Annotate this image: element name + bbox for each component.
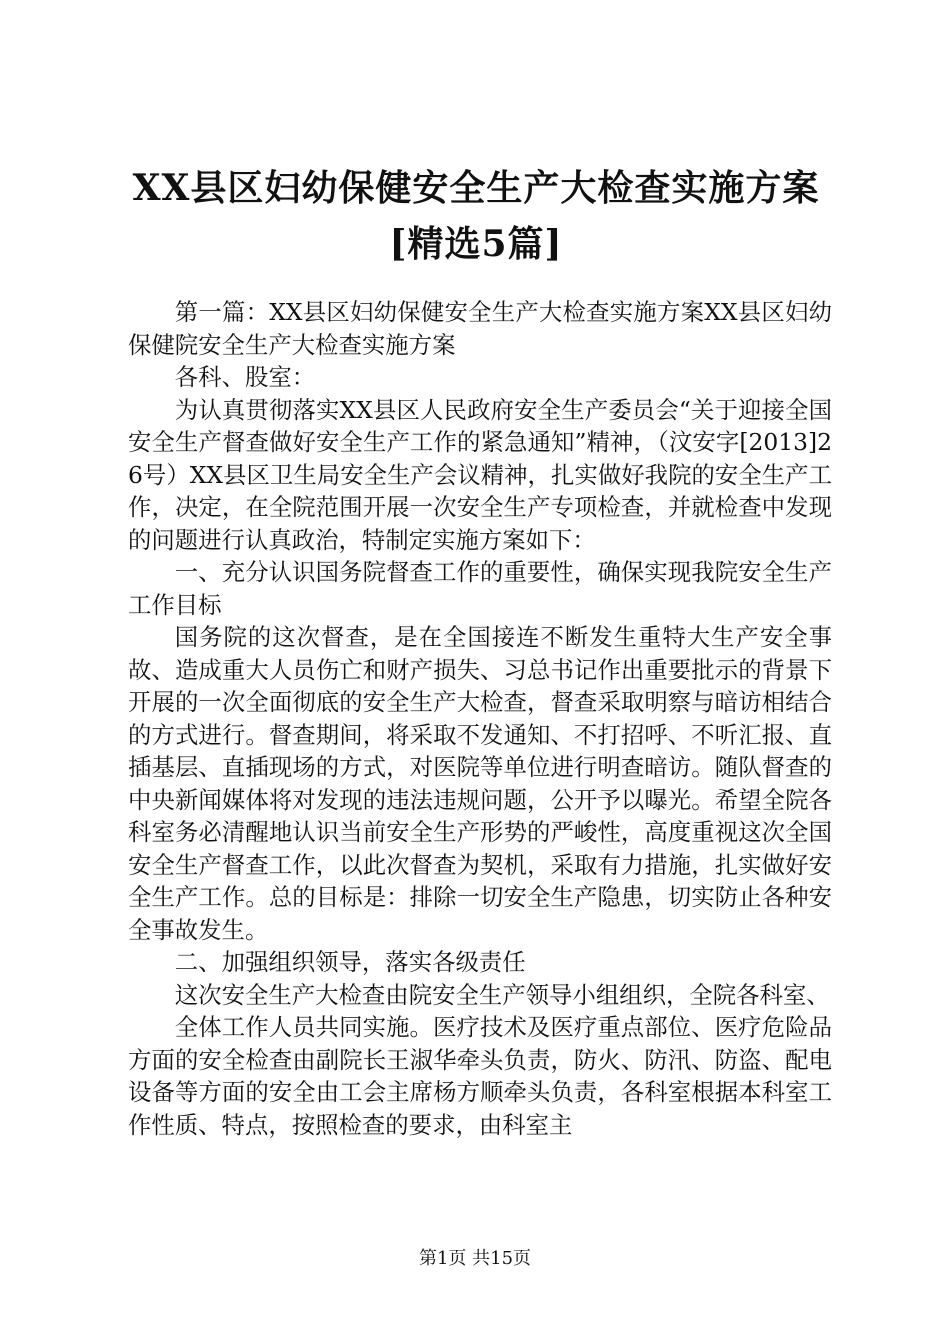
document-body [128,296,832,1141]
paragraph-4: 一、充分认识国务院督查工作的重要性，确保实现我院安全生产工作目标 [128,558,832,619]
paragraph-7: 这次安全生产大检查由院安全生产领导小组组织，全院各科室、 [174,980,830,1009]
paragraph-5: 国务院的这次督查，是在全国接连不断发生重特大生产安全事故、造成重大人员伤亡和财产损失、习总书记作出重要批示的背景下开展的一次全面彻底的安全生产大检查，督查采取明察与暗访相结合的方式进行。督查期间，将采取不发通知、不打招呼、不听汇报、直插基层、直插现场的方式，对医院等单位进行明查暗访。随队督查的中央新闻媒体将对发现的违法违规问题，公开予以曝光。希望全院各科室务必清醒地认识当前安全生产形势的严峻性，高度重视这次全国安全生产督查工作，以此次督查为契机，采取有力措施，扎实做好安全生产工作。总的目标是：排除一切安全生产隐患，切实防止各种安全事故发生。 [128,623,832,944]
document-title: XX县区妇幼保健安全生产大检查实施方案[精选5篇] [132,167,820,265]
page-indicator: 第1页 共15页 [418,1248,532,1269]
paragraph-8: 全体工作人员共同实施。医疗技术及医疗重点部位、医疗危险品方面的安全检查由副院长王淑华牵头负责，防火、防汛、防盗、配电设备等方面的安全由工会主席杨方顺牵头负责，各科室根据本科室工作性质、特点，按照检查的要求，由科室主 [128,1013,832,1139]
paragraph-3: 为认真贯彻落实XX县区人民政府安全生产委员会“关于迎接全国安全生产督查做好安全生产工作的紧急通知”精神，（汶安字[2013]26号）XX县区卫生局安全生产会议精神，扎实做好我院的安全生产工作，决定，在全院范围开展一次安全生产专项检查，并就检查中发现的问题进行认真政治，特制定实施方案如下： [128,395,832,554]
paragraph-6: 二、加强组织领导，落实各级责任 [174,948,526,976]
paragraph-1: 第一篇：XX县区妇幼保健安全生产大检查实施方案XX县区妇幼保健院安全生产大检查实施方案 [128,298,832,359]
page-footer [0,1244,950,1270]
paragraph-2: 各科、股室： [174,363,316,391]
